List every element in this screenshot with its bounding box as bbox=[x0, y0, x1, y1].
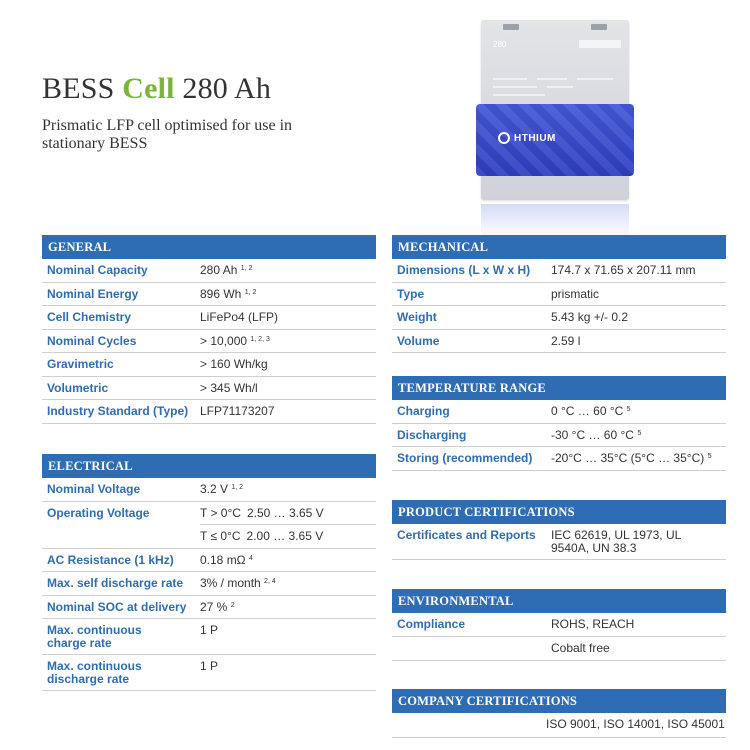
value-text: 0.18 mΩ bbox=[200, 553, 246, 567]
temperature-table bbox=[392, 376, 726, 471]
table-row bbox=[42, 502, 376, 525]
row-label: Max. self discharge rate bbox=[47, 576, 184, 590]
row-label: AC Resistance (1 kHz) bbox=[47, 553, 174, 567]
table-row bbox=[392, 637, 726, 661]
value-text: 280 Ah bbox=[200, 263, 238, 277]
row-label bbox=[42, 525, 200, 548]
value-text: -20°C … 35°C (5°C … 35°C) bbox=[551, 451, 705, 465]
row-value: > 160 Wh/kg bbox=[200, 357, 268, 371]
row-label bbox=[392, 713, 546, 737]
row-value: IEC 62619, UL 1973, UL 9540A, UN 38.3 bbox=[551, 528, 681, 555]
table-row bbox=[392, 424, 726, 447]
footnote-ref: 2, 4 bbox=[264, 578, 276, 585]
row-label: Nominal Cycles bbox=[47, 334, 137, 348]
table-row bbox=[42, 549, 376, 572]
cell-wrap-band bbox=[476, 104, 634, 176]
table-row bbox=[42, 400, 376, 424]
row-value: Cobalt free bbox=[551, 641, 610, 655]
table-row bbox=[42, 619, 376, 655]
row-value bbox=[551, 400, 631, 423]
row-label bbox=[392, 637, 551, 660]
table-row bbox=[42, 572, 376, 596]
cell-print-line bbox=[547, 86, 573, 88]
cell-print-line bbox=[493, 78, 527, 80]
value-text: 3% / month bbox=[200, 576, 261, 590]
value-text: > 10,000 bbox=[200, 334, 248, 348]
table-row bbox=[42, 655, 376, 691]
table-row bbox=[42, 306, 376, 330]
row-value: 1 P bbox=[200, 659, 219, 673]
cell-print-line bbox=[577, 78, 613, 80]
brand-name: HTHIUM bbox=[514, 132, 556, 144]
table-row bbox=[392, 306, 726, 330]
page-subtitle: Prismatic LFP cell optimised for use in stationary BESS bbox=[42, 117, 293, 152]
row-label: Operating Voltage bbox=[47, 506, 150, 520]
row-label: Max. continuous charge rate bbox=[47, 623, 142, 650]
footnote-ref: 5 bbox=[637, 430, 642, 437]
value-text: 3.2 V bbox=[200, 482, 229, 496]
table-row bbox=[392, 259, 726, 283]
row-label: Cell Chemistry bbox=[47, 310, 132, 324]
value-text: 2.50 … 3.65 V bbox=[246, 506, 324, 520]
value-text: 0 °C … 60 °C bbox=[551, 404, 624, 418]
row-value bbox=[200, 596, 235, 618]
row-value: LFP71173207 bbox=[200, 404, 275, 418]
row-label: Volume bbox=[397, 334, 440, 348]
value-text: 27 % bbox=[200, 600, 228, 614]
cell-badge bbox=[579, 40, 621, 48]
environmental-table bbox=[392, 589, 726, 661]
table-row bbox=[392, 713, 726, 738]
general-header: GENERAL bbox=[42, 235, 376, 259]
table-row bbox=[42, 478, 376, 502]
table-row bbox=[42, 353, 376, 377]
row-value bbox=[200, 549, 253, 571]
product-certifications-header: PRODUCT CERTIFICATIONS bbox=[392, 500, 726, 524]
title-accent: Cell bbox=[122, 72, 175, 105]
row-label: Charging bbox=[397, 404, 450, 418]
row-label: Discharging bbox=[397, 428, 467, 442]
table-row bbox=[42, 525, 376, 549]
terminal-right bbox=[591, 24, 607, 30]
table-row bbox=[392, 447, 726, 471]
title-suffix: 280 Ah bbox=[174, 72, 272, 105]
footnote-ref: 1, 2 bbox=[231, 484, 244, 491]
footnote-ref: 1, 2 bbox=[240, 265, 253, 272]
row-label: Nominal Voltage bbox=[47, 482, 141, 496]
row-value bbox=[200, 259, 252, 282]
row-value: ISO 9001, ISO 14001, ISO 45001 bbox=[546, 717, 725, 731]
electrical-table bbox=[42, 454, 376, 691]
temperature-header: TEMPERATURE RANGE bbox=[392, 376, 726, 400]
cell-print-line bbox=[493, 86, 537, 88]
row-value: prismatic bbox=[551, 287, 600, 301]
table-row bbox=[42, 283, 376, 306]
footnote-ref: 1, 2, 3 bbox=[250, 336, 270, 343]
footnote-ref: 5 bbox=[707, 453, 712, 460]
row-value: 1 P bbox=[200, 623, 219, 637]
table-row bbox=[42, 596, 376, 619]
general-table bbox=[42, 235, 376, 424]
brand-logo bbox=[498, 132, 556, 144]
row-label: Nominal Capacity bbox=[47, 263, 148, 277]
row-value bbox=[200, 283, 256, 305]
product-image bbox=[476, 12, 636, 240]
row-label: Max. continuous discharge rate bbox=[47, 659, 142, 686]
value-text: T > 0°C bbox=[200, 506, 241, 520]
product-certifications-table bbox=[392, 500, 726, 560]
row-value: LiFePo4 (LFP) bbox=[200, 310, 279, 324]
terminal-left bbox=[503, 24, 519, 30]
table-row bbox=[42, 330, 376, 353]
row-label: Nominal SOC at delivery bbox=[47, 600, 187, 614]
row-value bbox=[200, 502, 324, 525]
row-label: Storing (recommended) bbox=[397, 451, 533, 465]
row-value bbox=[551, 447, 711, 470]
row-value: 5.43 kg +/- 0.2 bbox=[551, 310, 629, 324]
page-title bbox=[42, 72, 271, 106]
footnote-ref: 2 bbox=[230, 602, 235, 609]
row-value bbox=[200, 572, 276, 595]
row-label: Industry Standard (Type) bbox=[47, 404, 189, 418]
row-value bbox=[200, 330, 270, 352]
electrical-header: ELECTRICAL bbox=[42, 454, 376, 478]
row-value: ROHS, REACH bbox=[551, 617, 635, 631]
row-value bbox=[200, 524, 376, 548]
row-value: > 345 Wh/l bbox=[200, 381, 258, 395]
mechanical-header: MECHANICAL bbox=[392, 235, 726, 259]
company-certifications-table bbox=[392, 689, 726, 738]
mechanical-table bbox=[392, 235, 726, 353]
row-label: Dimensions (L x W x H) bbox=[397, 263, 531, 277]
environmental-header: ENVIRONMENTAL bbox=[392, 589, 726, 613]
table-row bbox=[392, 330, 726, 353]
table-row bbox=[42, 377, 376, 400]
title-prefix: BESS bbox=[42, 72, 123, 105]
table-row bbox=[392, 400, 726, 424]
row-label: Compliance bbox=[397, 617, 466, 631]
row-value: 2.59 l bbox=[551, 334, 581, 348]
footnote-ref: 1, 2 bbox=[244, 289, 257, 296]
table-row bbox=[42, 259, 376, 283]
company-certifications-header: COMPANY CERTIFICATIONS bbox=[392, 689, 726, 713]
cell-print-line bbox=[537, 78, 567, 80]
value-text: -30 °C … 60 °C bbox=[551, 428, 634, 442]
value-text: T ≤ 0°C bbox=[200, 529, 241, 543]
cell-reflection bbox=[481, 204, 629, 238]
table-row bbox=[392, 524, 726, 560]
row-value: 174.7 x 71.65 x 207.11 mm bbox=[551, 263, 696, 277]
footnote-ref: 4 bbox=[249, 555, 253, 562]
row-value bbox=[551, 424, 641, 446]
cell-print-label: 280 bbox=[493, 40, 507, 49]
brand-ring-icon bbox=[498, 132, 510, 144]
cell-print-line bbox=[493, 94, 545, 96]
row-label: Gravimetric bbox=[47, 357, 114, 371]
row-label: Nominal Energy bbox=[47, 287, 139, 301]
value-text: 2.00 … 3.65 V bbox=[246, 529, 324, 543]
row-value bbox=[200, 478, 243, 501]
row-label: Volumetric bbox=[47, 381, 109, 395]
table-row bbox=[392, 613, 726, 637]
row-label: Weight bbox=[397, 310, 437, 324]
value-text: 896 Wh bbox=[200, 287, 242, 301]
row-label: Certificates and Reports bbox=[397, 528, 536, 542]
table-row bbox=[392, 283, 726, 306]
row-label: Type bbox=[397, 287, 425, 301]
footnote-ref: 5 bbox=[626, 406, 631, 413]
